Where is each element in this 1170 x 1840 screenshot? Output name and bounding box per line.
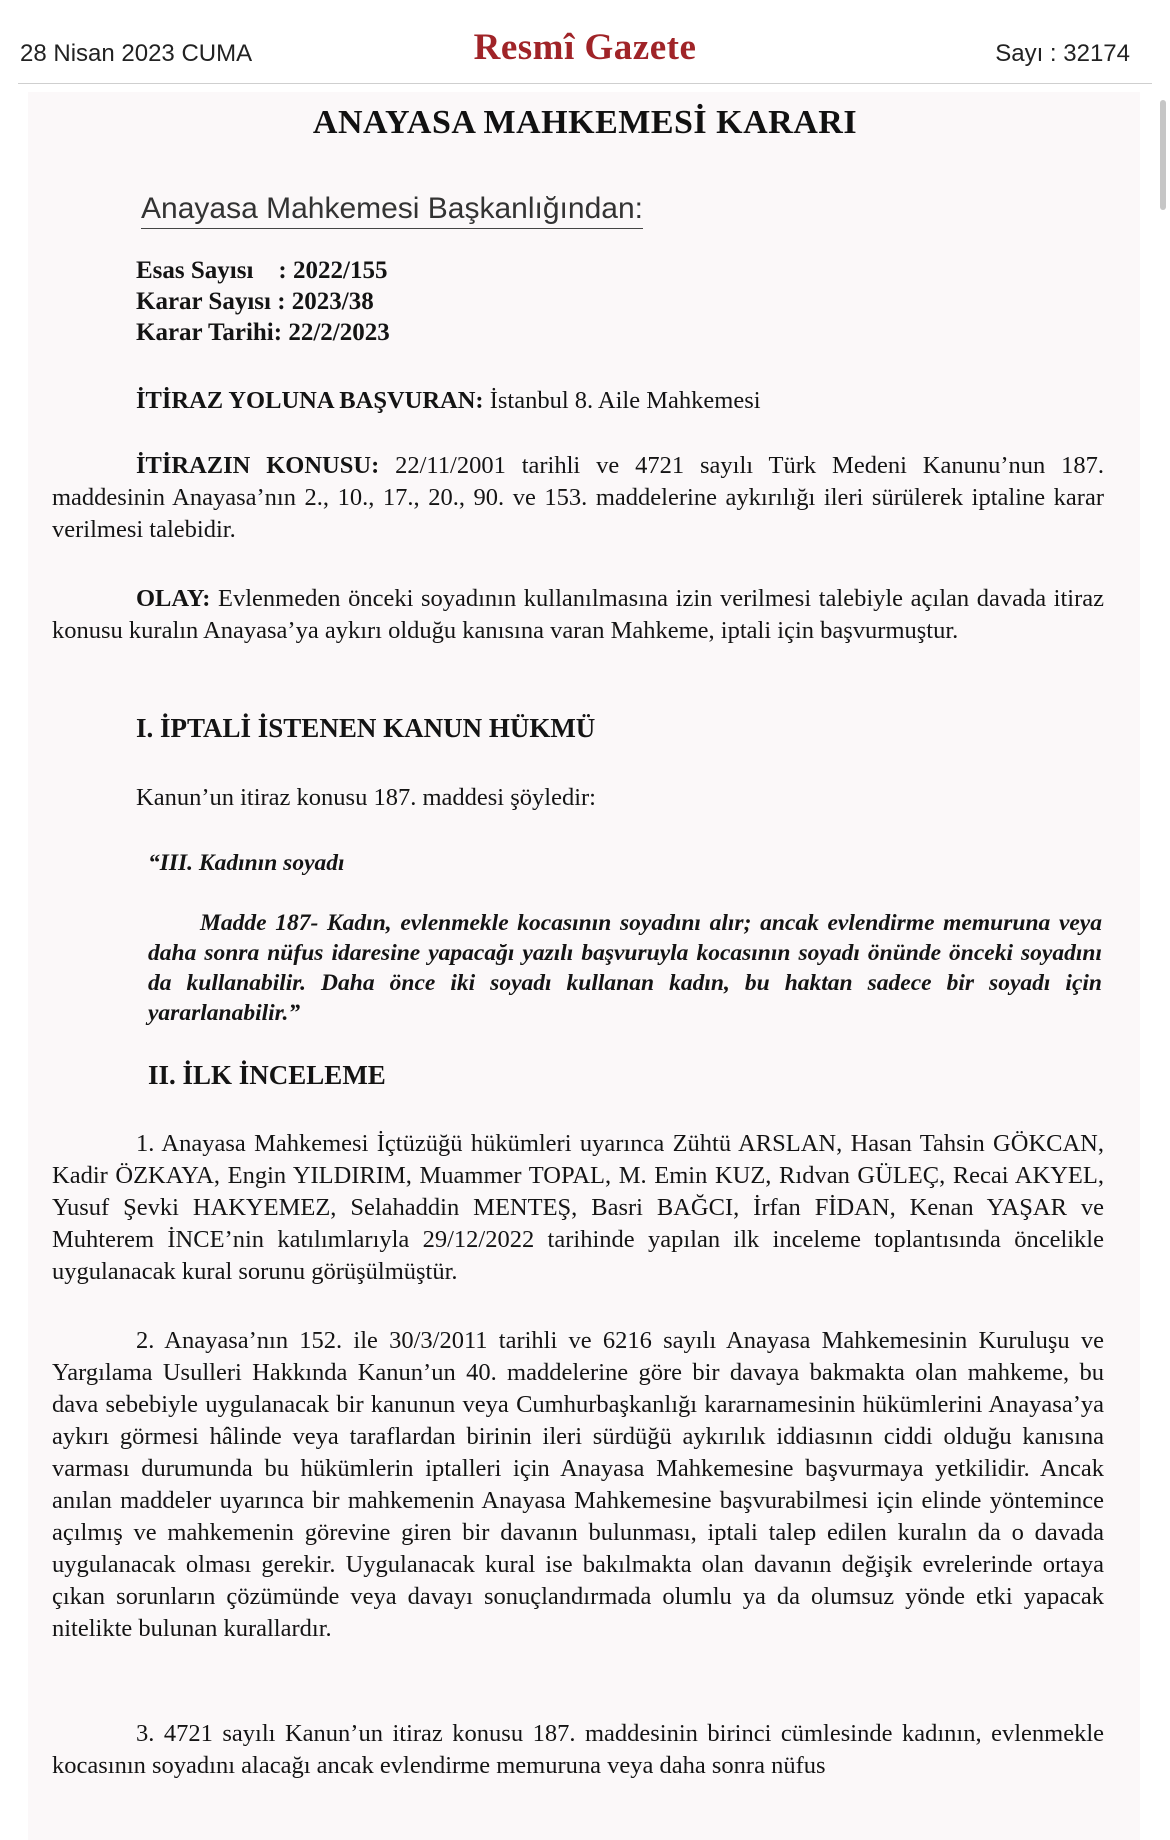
quote-heading: “III. Kadının soyadı bbox=[148, 850, 345, 876]
applicant-value: İstanbul 8. Aile Mahkemesi bbox=[483, 387, 761, 414]
meta-row-karar-sayisi bbox=[136, 286, 390, 317]
document-title: ANAYASA MAHKEMESİ KARARI bbox=[312, 104, 858, 141]
meta-value: : 2022/155 bbox=[278, 257, 388, 284]
meta-row-karar-tarihi bbox=[136, 317, 390, 348]
header-divider bbox=[18, 83, 1152, 84]
case-meta bbox=[136, 255, 390, 348]
meta-row-esas bbox=[136, 255, 390, 286]
meta-label: Karar Sayısı bbox=[136, 288, 278, 315]
meta-value: : 2023/38 bbox=[277, 288, 374, 315]
paragraph-3: 3. 4721 sayılı Kanun’un itiraz konusu 187. maddesinin birinci cümlesinde kadının, evlenmekle kocasının soyadını alacağı ancak evlendirme memuruna veya daha sonra nüfus bbox=[52, 1720, 1104, 1779]
subject-text: 22/11/2001 tarihli ve 4721 sayılı Türk Medeni Kanunu’nun 187. maddesinin Anayasa’nın 2., 10., 17., 20., 90. ve 153. maddelerine aykırılığı ileri sürülerek iptaline karar verilmesi talebidir. bbox=[52, 452, 1104, 543]
event-label: OLAY: bbox=[136, 585, 211, 612]
publication-date: 28 Nisan 2023 CUMA bbox=[20, 40, 253, 67]
applicant-line bbox=[136, 385, 1104, 417]
gazette-title: Resmî Gazete bbox=[473, 27, 697, 68]
section-1-intro: Kanun’un itiraz konusu 187. maddesi şöyledir: bbox=[136, 784, 596, 811]
meta-value: : 22/2/2023 bbox=[273, 319, 390, 346]
meta-label: Esas Sayısı bbox=[136, 257, 279, 284]
section-2-heading: II. İLK İNCELEME bbox=[148, 1060, 386, 1090]
subject-label: İTİRAZIN KONUSU: bbox=[136, 452, 380, 479]
subject-paragraph bbox=[52, 450, 1104, 546]
event-text: Evlenmeden önceki soyadının kullanılmasına izin verilmesi talebiyle açılan davada itiraz konusu kuralın Anayasa’ya aykırı olduğu kanısına varan Mahkeme, iptali için başvurmuştur. bbox=[52, 585, 1104, 644]
applicant-label: İTİRAZ YOLUNA BAŞVURAN: bbox=[136, 387, 484, 414]
event-paragraph bbox=[52, 583, 1104, 647]
section-1-heading: I. İPTALİ İSTENEN KANUN HÜKMÜ bbox=[136, 713, 596, 743]
issue-number: Sayı : 32174 bbox=[995, 40, 1130, 67]
quote-body: Madde 187- Kadın, evlenmekle kocasının soyadını alır; ancak evlendirme memuruna veya daha sonra nüfus idaresine yapacağı yazılı başvuruyla kocasının soyadı önünde önceki soyadını da kullanabilir. Daha önce iki soyadı kullanan kadın, bu haktan sadece bir soyadı için yararlanabilir.” bbox=[148, 910, 1102, 1026]
paragraph-2: 2. Anayasa’nın 152. ile 30/3/2011 tarihli ve 6216 sayılı Anayasa Mahkemesinin Kuruluşu ve Yargılama Usulleri Hakkında Kanun’un 40. maddelerine göre bir davaya bakmakta olan mahkeme, bu dava sebebiyle uygulanacak bir kanunun veya Cumhurbaşkanlığı kararnamesinin hükümlerini Anayasa’ya aykırı görmesi hâlinde veya taraflardan birinin ileri sürdüğü aykırılık iddiasının ciddi olduğu kanısına varması durumunda bu hükümlerin iptalleri için Anayasa Mahkemesine başvurmaya yetkilidir. Ancak anılan maddeler uyarınca bir mahkemenin Anayasa Mahkemesine başvurabilmesi için elinde yöntemince açılmış ve mahkemenin görevine giren bir davanın bulunması, iptali talep edilen kuralın da o davada uygulanacak olması gerekir. Uygulanacak kural ise bakılmakta olan davanın değişik evrelerinde ortaya çıkan sorunların çözümünde veya davayı sonuçlandırmada olumlu ya da olumsuz yönde etki yapacak nitelikte bulunan kurallardır. bbox=[52, 1327, 1104, 1642]
paragraph-1: 1. Anayasa Mahkemesi İçtüzüğü hükümleri uyarınca Zühtü ARSLAN, Hasan Tahsin GÖKCAN, Kadir ÖZKAYA, Engin YILDIRIM, Muammer TOPAL, M. Emin KUZ, Rıdvan GÜLEÇ, Recai AKYEL, Yusuf Şevki HAKYEMEZ, Selahaddin MENTEŞ, Basri BAĞCI, İrfan FİDAN, Kenan YAŞAR ve Muhterem İNCE’nin katılımlarıyla 29/12/2022 tarihinde yapılan ilk inceleme toplantısında öncelikle uygulanacak kural sorunu görüşülmüştür. bbox=[52, 1130, 1104, 1285]
issuer-line: Anayasa Mahkemesi Başkanlığından: bbox=[141, 192, 643, 229]
scrollbar[interactable] bbox=[1154, 88, 1170, 1840]
meta-label: Karar Tarihi bbox=[136, 319, 274, 346]
gazette-header bbox=[0, 0, 1170, 88]
